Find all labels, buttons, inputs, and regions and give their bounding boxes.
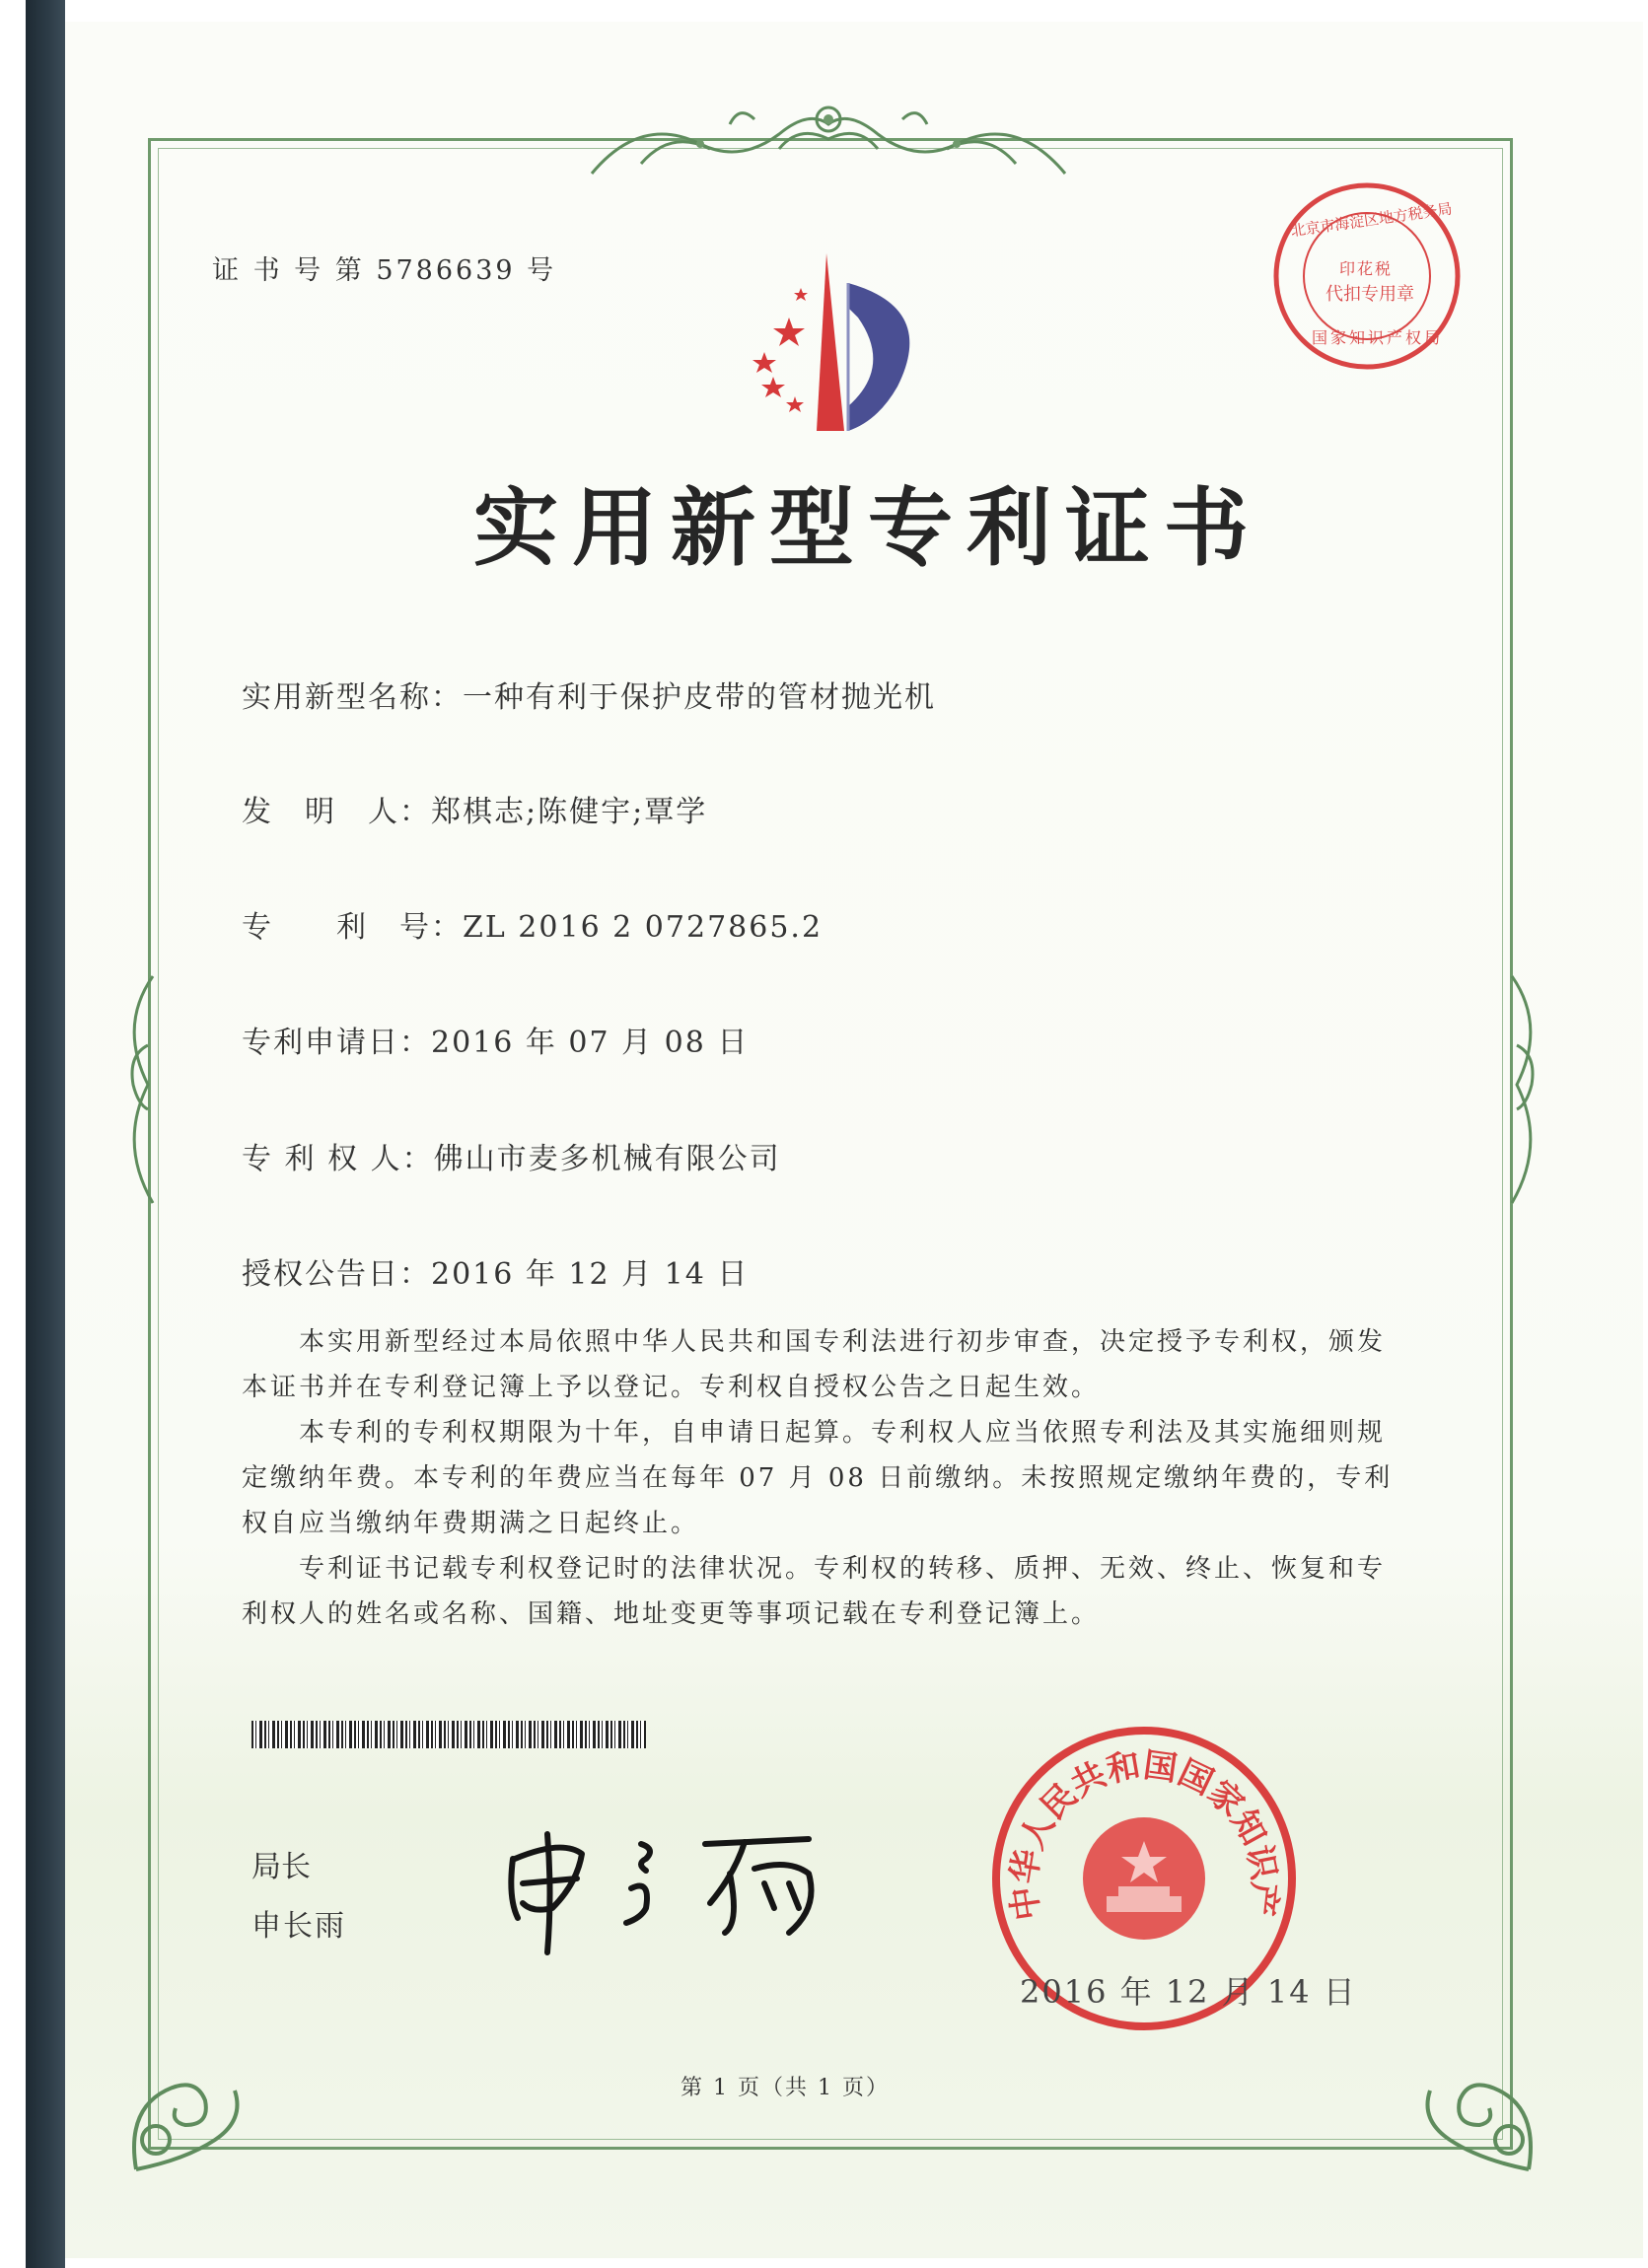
field-value: 一种有利于保护皮带的管材抛光机 [463, 680, 936, 715]
barcode [251, 1721, 646, 1748]
bottom-left-corner-ornament-icon [116, 2031, 264, 2179]
right-ornament-icon [1497, 966, 1556, 1213]
tax-stamp-line1: 印花税 [1339, 259, 1394, 278]
field-patentee [242, 1134, 781, 1177]
binder-edge [0, 0, 69, 2268]
field-inventor [242, 787, 707, 830]
tax-stamp-outer-text: 北京市海淀区地方税务局 [1289, 199, 1454, 241]
field-grant-date [242, 1249, 749, 1293]
seal-date: 2016 年 12 月 14 日 [1020, 1973, 1357, 2011]
tax-stamp-line2: 代扣专用章 [1326, 284, 1414, 305]
tax-stamp [1268, 177, 1466, 375]
field-application-date [242, 1018, 749, 1061]
director-name: 申长雨 [251, 1909, 346, 1944]
bottom-right-corner-ornament-icon [1400, 2031, 1548, 2179]
field-label: 实用新型名称： [242, 680, 463, 715]
body-paragraph: 本专利的专利权期限为十年，自申请日起算。专利权人应当依照专利法及其实施细则规定缴纳年费。本专利的年费应当在每年 07 月 08 日前缴纳。未按照规定缴纳年费的，专利权自应当缴纳年费期满之日起终止。 [242, 1418, 1394, 1538]
page-number: 第 1 页（共 1 页） [681, 2076, 890, 2100]
cnipa-logo-icon [710, 248, 917, 446]
page-title: 实用新型专利证书 [473, 479, 1262, 578]
left-ornament-icon [108, 966, 168, 1213]
top-ornament-icon [582, 95, 1075, 183]
field-value: 郑棋志;陈健宇;覃学 [431, 795, 708, 829]
tax-stamp-bottom-text: 国家知识产权局 [1312, 328, 1444, 347]
field-value: 佛山市麦多机械有限公司 [433, 1142, 781, 1176]
field-label: 授权公告日： [242, 1257, 431, 1292]
field-utility-model-name [242, 673, 936, 716]
body-paragraph: 专利证书记载专利权登记时的法律状况。专利权的转移、质押、无效、终止、恢复和专利权人的姓名或名称、国籍、地址变更等事项记载在专利登记簿上。 [242, 1554, 1387, 1629]
director-signature-icon [493, 1814, 848, 1962]
seal-text: 中华人民共和国国家知识产 [1004, 1745, 1285, 1923]
binder-strip [26, 0, 65, 2268]
field-value: 2016 年 12 月 14 日 [431, 1257, 750, 1292]
field-label: 专利申请日： [242, 1026, 431, 1060]
field-value: ZL 2016 2 0727865.2 [463, 910, 824, 945]
director-title: 局长 [251, 1850, 311, 1884]
body-paragraph: 本实用新型经过本局依照中华人民共和国专利法进行初步审查，决定授予专利权，颁发本证书并在专利登记簿上予以登记。专利权自授权公告之日起生效。 [242, 1327, 1387, 1402]
certificate-number: 证 书 号 第 5786639 号 [212, 255, 557, 286]
certificate-body [242, 1319, 1396, 1637]
field-label: 发 明 人： [242, 795, 431, 829]
field-label: 专 利 权 人： [242, 1142, 434, 1176]
field-label: 专 利 号： [242, 910, 463, 945]
field-patent-number [242, 902, 823, 946]
field-value: 2016 年 07 月 08 日 [431, 1026, 750, 1060]
